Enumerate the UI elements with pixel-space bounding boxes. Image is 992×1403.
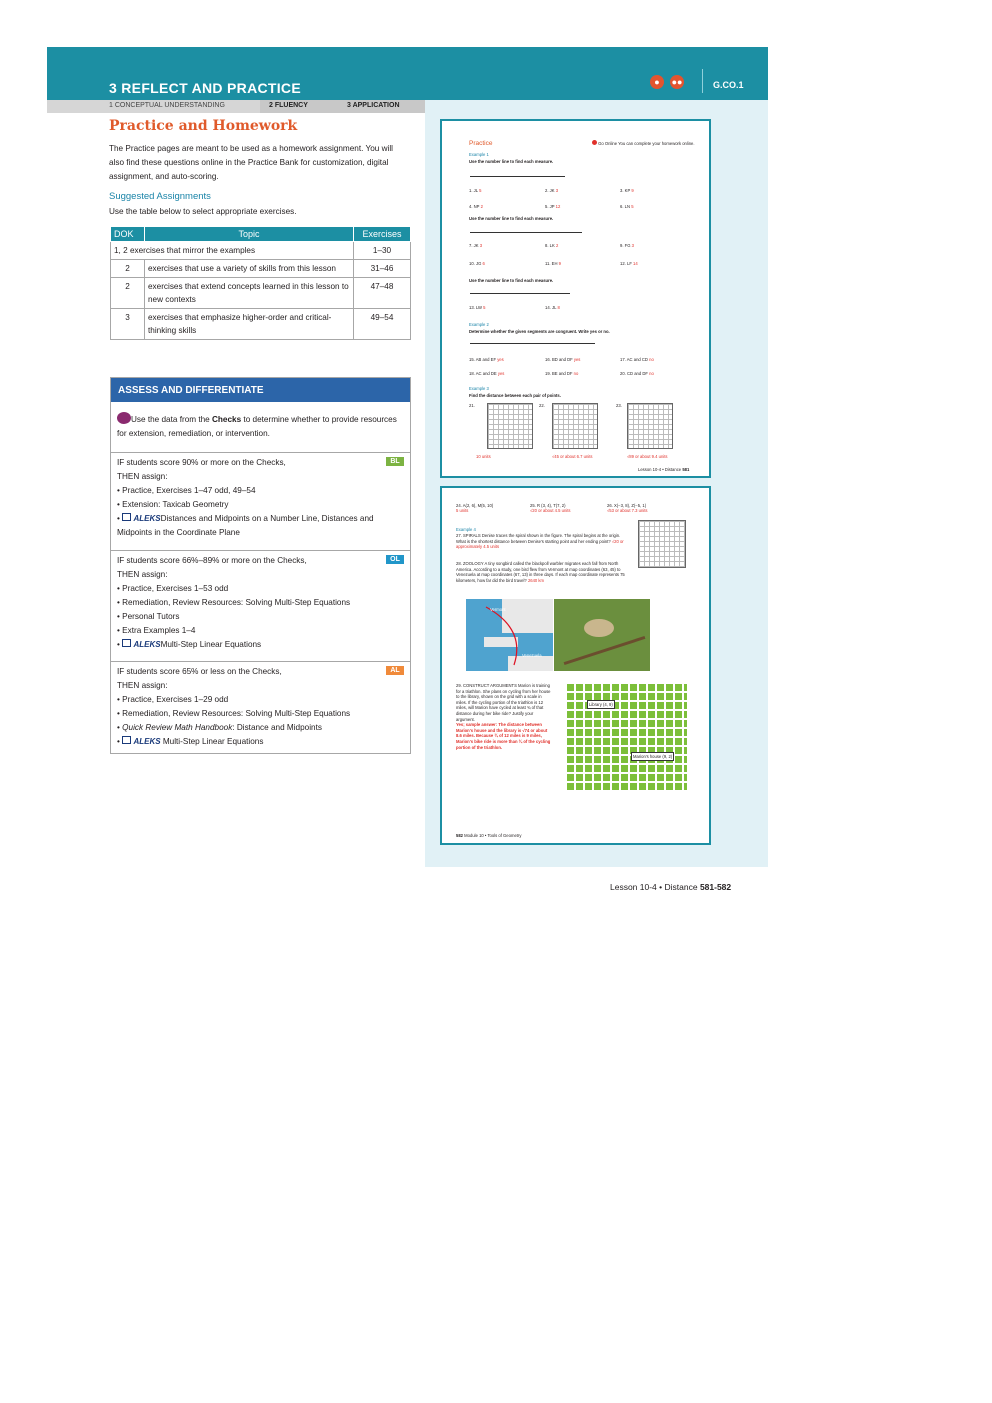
if-text: IF students score 90% or more on the Checks, — [117, 458, 286, 467]
house-label: Marion's house (9, 2) — [633, 754, 673, 759]
list-item: • Practice, Exercises 1–53 odd — [117, 584, 229, 593]
student-page-581 — [440, 119, 711, 478]
list-item: • Remediation, Review Resources: Solving Multi-Step Equations — [117, 709, 351, 718]
answer-row: 3. KP 9 — [620, 188, 634, 193]
answer-row: 6. LN 5 — [620, 204, 634, 209]
instruction: Use the number line to find each measure. — [469, 216, 554, 221]
section-title: 3 REFLECT AND PRACTICE — [109, 80, 301, 96]
list-item: • Remediation, Review Resources: Solving Multi-Step Equations — [117, 598, 351, 607]
number-line — [470, 232, 582, 233]
exercise-27: 27. SPIRALS Denise traces the spiral shown in the figure. The spiral begins at the origin. What is the shortest distance between Denise's starting point and her ending point? √20 or approximately 4.5 units — [456, 533, 624, 550]
example-label: Example 2 — [469, 322, 489, 327]
page-title: Practice and Homework — [109, 118, 298, 134]
section-header — [47, 47, 768, 100]
map-label: Venezuela — [522, 653, 542, 658]
bl-badge: BL — [386, 457, 404, 466]
if-text: IF students score 66%–89% or more on the Checks, — [117, 556, 307, 565]
answer-row: 15. AB and EF yes — [469, 357, 504, 362]
tab-fluency: 2 FLUENCY — [269, 102, 308, 109]
answer: √45 or about 6.7 units — [552, 454, 593, 459]
intro-text: The Practice pages are meant to be used as a homework assignment. You will also find these questions online in the Practice Bank for customization, digital assignment, and auto-scoring. — [109, 144, 393, 181]
table-cell: 1, 2 exercises that mirror the examples — [111, 242, 354, 260]
exercise-number: 22. — [539, 403, 545, 408]
table-row — [111, 260, 411, 278]
aleks-logo: ALEKS — [133, 640, 161, 649]
coordinate-grid — [627, 403, 673, 449]
answer-row: 13. LW 5 — [469, 305, 486, 310]
then-text: THEN assign: — [117, 681, 168, 690]
table-cell: 2 — [111, 278, 145, 309]
library-label: Library (4, 9) — [589, 702, 613, 707]
progression-bar — [47, 100, 425, 113]
list-item: • Extra Examples 1–4 — [117, 626, 196, 635]
person-icon: ● — [650, 75, 664, 89]
group-icon: ●● — [671, 77, 683, 87]
exercise-number: 21. — [469, 403, 475, 408]
tab-conceptual: 1 CONCEPTUAL UNDERSTANDING — [109, 102, 225, 109]
aleks-logo: ALEKS — [133, 514, 161, 523]
table-row — [111, 242, 411, 260]
instruction: Determine whether the given segments are congruent. Write yes or no. — [469, 329, 610, 334]
then-text: THEN assign: — [117, 472, 168, 481]
table-cell: 3 — [111, 309, 145, 340]
example-label: Example 4 — [456, 527, 476, 532]
then-text: THEN assign: — [117, 570, 168, 579]
spiral-grid — [638, 520, 686, 568]
aleks-logo: ALEKS — [133, 737, 161, 746]
coordinate-grid — [552, 403, 598, 449]
header-icons — [650, 75, 684, 89]
answer: 10 units — [476, 454, 491, 459]
dok-table — [110, 226, 411, 340]
divider — [702, 69, 703, 93]
bl-block — [111, 452, 410, 547]
table-cell: 31–46 — [354, 260, 411, 278]
student-page-582 — [440, 486, 711, 845]
table-cell: exercises that extend concepts learned in this lesson to new contexts — [145, 278, 354, 309]
table-cell: exercises that use a variety of skills from this lesson — [145, 260, 354, 278]
ol-badge: OL — [386, 555, 404, 564]
table-row — [111, 309, 411, 340]
answer-row: 25. R (3, 4), T(7, 2) √20 or about 4.5 units — [530, 503, 571, 513]
instruction: Use the number line to find each measure. — [469, 159, 554, 164]
migration-path — [466, 599, 553, 671]
answer-row: 10. JG 6 — [469, 261, 485, 266]
exercise-29: 29. CONSTRUCT ARGUMENTS Marion is training for a triathlon. She plans on cycling from her house to the library, shown on the grid with a scale in miles. If the cycling portion of the triathlon is 12 miles, will Marion have cycled at least ¾ of that distance during her bike ride? Justify your argument. Yes; sample answer: The distance between Marion's house and the library is √74 or about 8.6 miles. Because ¾ of 12 miles is 9 miles, Marion's bike ride is more than ¾ of the cycling portion of the triathlon. — [456, 683, 551, 750]
number-line — [470, 176, 565, 177]
list-item: • ALEKS Multi-Step Linear Equations — [117, 737, 264, 746]
table-header-row — [111, 227, 411, 242]
answer-row: 12. LF 14 — [620, 261, 638, 266]
answer-row: 11. EH 9 — [545, 261, 562, 266]
example-label: Example 1 — [469, 152, 489, 157]
answer-row: 19. BE and DF no — [545, 371, 579, 376]
ol-block — [111, 550, 410, 660]
table-cell: 2 — [111, 260, 145, 278]
answer-row: 17. AC and CD no — [620, 357, 654, 362]
table-cell: 47–48 — [354, 278, 411, 309]
town-grid — [565, 682, 687, 792]
dok-header: DOK — [111, 227, 145, 242]
answer: √89 or about 9.4 units — [627, 454, 668, 459]
list-item: • Quick Review Math Handbook: Distance and Midpoints — [117, 723, 322, 732]
list-item: • Practice, Exercises 1–29 odd — [117, 695, 229, 704]
table-cell: 49–54 — [354, 309, 411, 340]
exercises-header: Exercises — [354, 227, 411, 242]
warbler-photo — [554, 599, 650, 671]
exercise-28: 28. ZOOLOGY A tiny songbird called the blackpoll warbler migrates each fall from North America. According to a study, one bird flew from Vermont at map coordinates (63, 45) to Venezuela at map coordinates (67, 13) in three days. If each map coordinate represents 75 kilometers, how far did the bird travel? 2640 km — [456, 561, 625, 583]
suggested-assignments-heading: Suggested Assignments — [109, 191, 211, 202]
map-label: Vermont — [490, 607, 506, 612]
number-line — [470, 293, 570, 294]
checks-text: Use the data from the Checks to determine whether to provide resources for extension, remediation, or intervention. — [117, 412, 405, 441]
answer-row: 4. NP 2 — [469, 204, 483, 209]
assess-differentiate-box — [110, 377, 411, 754]
map-image — [466, 599, 553, 671]
instruction: Use the number line to find each measure. — [469, 278, 554, 283]
number-line — [470, 343, 595, 344]
al-block — [111, 661, 410, 753]
answer-row: 2. JK 3 — [545, 188, 559, 193]
topic-header: Topic — [145, 227, 354, 242]
answer-row: 5. JP 12 — [545, 204, 561, 209]
answer-row: 9. FG 3 — [620, 243, 634, 248]
page-footer: Lesson 10-4 • Distance 581 — [638, 467, 690, 472]
answer-row: 20. CD and DF no — [620, 371, 654, 376]
example-label: Example 3 — [469, 386, 489, 391]
answer-row: 14. JL 8 — [545, 305, 560, 310]
list-item: • ALEKSMulti-Step Linear Equations — [117, 640, 262, 649]
list-item: • ALEKSDistances and Midpoints on a Number Line, Distances and Midpoints in the Coordinate Plane — [117, 514, 374, 537]
exercise-number: 23. — [616, 403, 622, 408]
table-row — [111, 278, 411, 309]
list-item: • Practice, Exercises 1–47 odd, 49–54 — [117, 486, 256, 495]
practice-title: Practice — [469, 140, 493, 147]
answer-row: 7. JK 3 — [469, 243, 483, 248]
answer-row: 24. A(2, 6), M(5, 10) 5 units — [456, 503, 494, 513]
answer-row: 16. BD and DF yes — [545, 357, 581, 362]
list-item: • Extension: Taxicab Geometry — [117, 500, 229, 509]
go-online-note: Go Online You can complete your homework online. — [592, 140, 695, 146]
al-badge: AL — [386, 666, 404, 675]
answer-row: 26. X(−3, 8), Z(−5, 1) √53 or about 7.3 units — [607, 503, 648, 513]
table-cell: 1–30 — [354, 242, 411, 260]
list-item: • Personal Tutors — [117, 612, 180, 621]
checks-icon — [117, 412, 131, 424]
assess-heading: ASSESS AND DIFFERENTIATE — [111, 378, 410, 402]
instruction: Find the distance between each pair of points. — [469, 393, 561, 398]
table-instructions: Use the table below to select appropriate exercises. — [109, 207, 297, 216]
answer-row: 18. AC and DE yes — [469, 371, 505, 376]
lesson-footer: Lesson 10-4 • Distance 581-582 — [610, 882, 732, 892]
coordinate-grid — [487, 403, 533, 449]
table-cell: exercises that emphasize higher-order and critical-thinking skills — [145, 309, 354, 340]
page-footer: 582 Module 10 • Tools of Geometry — [456, 833, 522, 838]
answer-row: 1. JL 5 — [469, 188, 482, 193]
answer-row: 8. LK 2 — [545, 243, 559, 248]
if-text: IF students score 65% or less on the Checks, — [117, 667, 282, 676]
tab-application: 3 APPLICATION — [347, 102, 400, 109]
standard-code: G.CO.1 — [713, 80, 744, 90]
